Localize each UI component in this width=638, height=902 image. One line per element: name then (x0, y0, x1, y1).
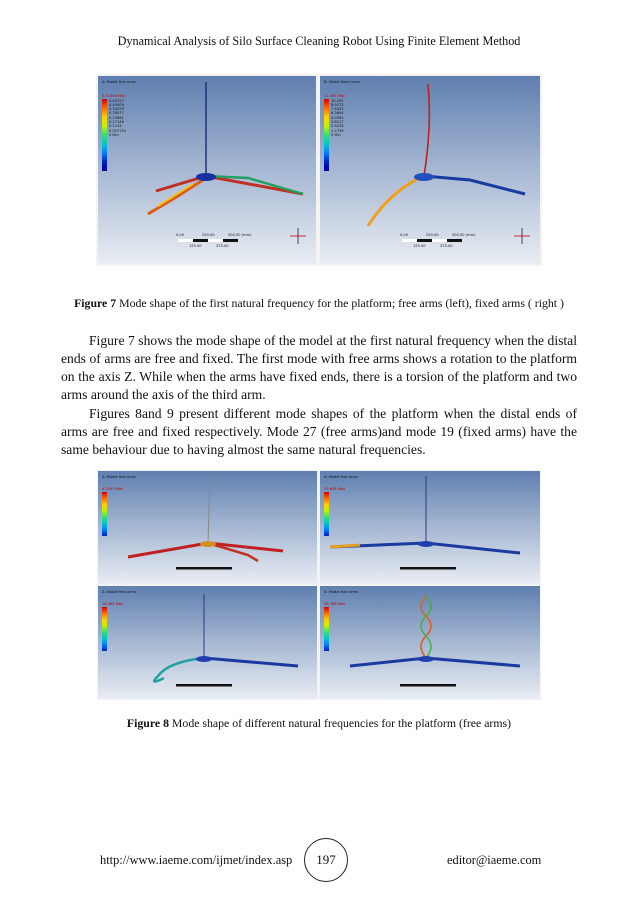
page-number: 197 (304, 838, 348, 882)
legend-value: 0.45727 (109, 98, 124, 103)
legend-value: 0.057152 (109, 128, 127, 133)
scale-label: 250.00 (426, 233, 439, 237)
legend-value: 6.3694 (331, 111, 344, 116)
legend-max: 11.465 Max (324, 94, 346, 99)
caption-text: Mode shape of the first natural frequency for the platform; free arms (left), fixed arms ( right ) (116, 296, 564, 310)
legend-max: 6.5553 Max (102, 487, 124, 492)
legend-value: 0.1143 (109, 124, 122, 129)
running-header: Dynamical Analysis of Silo Surface Cleaning Robot Using Finite Element Method (117, 34, 521, 48)
legend-value: 0.28577 (109, 111, 124, 116)
legend-max: 28.785 Max (324, 602, 346, 607)
caption-label: Figure 7 (74, 296, 117, 310)
fig8-model-4 (320, 586, 540, 699)
fig8-panel-1 (98, 471, 317, 584)
scale-label: 125.00 (413, 244, 426, 248)
footer-url[interactable]: http://www.iaeme.com/ijmet/index.asp (100, 853, 293, 867)
legend-value: 0.17146 (109, 120, 124, 125)
panel-label: A: Modal free arms (102, 80, 136, 84)
scale-label: 0.00 (400, 233, 409, 237)
fig8-panel-4 (320, 586, 540, 699)
panel-label: B: Modal fixed arms (324, 80, 360, 84)
fig8-model-2 (320, 471, 540, 584)
paragraph-2: Figures 8and 9 present different mode shapes of the platform when the distal ends of arms are free and fixed respectively. Mode 27 (free arms)and mode 19 (fixed arms) have the same behaviour due to having almost the same natural frequencies. (61, 406, 577, 457)
legend-value: 3.8217 (331, 120, 344, 125)
legend-value: 7.6433 (331, 107, 344, 112)
legend-value: 1.2739 (331, 128, 344, 133)
scale-label: 0.00 (176, 233, 185, 237)
scale-label: 125.00 (189, 244, 202, 248)
legend-value: 0 Min (331, 132, 341, 137)
figure-8-caption (60, 716, 578, 731)
caption-label: Figure 8 (126, 716, 169, 730)
legend-value: 8.9172 (331, 102, 344, 107)
scale-label: 250.00 (202, 233, 215, 237)
paragraph-1: Figure 7 shows the mode shape of the model at the first natural frequency when the distal ends of arms are free and fixed. The first mode with free arms shows a rotation to the platform on the axis Z. While when the arms have fixed ends, there is a torsion of the platform and two arms around the axis of the third arm. (61, 333, 577, 402)
fig8-model-1 (98, 471, 317, 584)
legend-value: 10.191 (331, 98, 344, 103)
panel-label: A: Modal free arms (324, 475, 358, 479)
legend-value: 2.5478 (331, 124, 344, 129)
panel-label: A: Modal free arms (102, 590, 136, 594)
figure-8-image (97, 470, 541, 700)
legend-max: 19.658 Max (324, 487, 346, 492)
caption-text: Mode shape of different natural frequencies for the platform (free arms) (168, 716, 512, 730)
panel-label: A: Modal free arms (102, 475, 136, 479)
scale-label: 500.00 (mm) (452, 233, 476, 237)
footer-email[interactable]: editor@iaeme.com (447, 853, 542, 867)
fig7-panel-free-arms (98, 76, 316, 264)
legend-max: 0.51446 Max (102, 94, 126, 99)
legend-value: 0.22861 (109, 115, 124, 120)
legend-value: 0.40009 (109, 102, 124, 107)
fig8-panel-3 (98, 586, 317, 699)
legend-max: 16.385 Max (102, 602, 124, 607)
panel-label: A: Modal free arms (324, 590, 358, 594)
scale-label: 375.00 (440, 244, 453, 248)
figure-7-caption (60, 296, 578, 311)
legend-value: 5.0955 (331, 115, 344, 120)
fig8-panel-2 (320, 471, 540, 584)
scale-label: 375.00 (216, 244, 229, 248)
fig7-panel-fixed-arms (320, 76, 540, 264)
scale-label: 500.00 (mm) (228, 233, 252, 237)
figure-7-image (96, 74, 542, 266)
legend-value: 0 Min (109, 132, 119, 137)
legend-value: 0.34293 (109, 107, 124, 112)
fig8-model-3 (98, 586, 317, 699)
